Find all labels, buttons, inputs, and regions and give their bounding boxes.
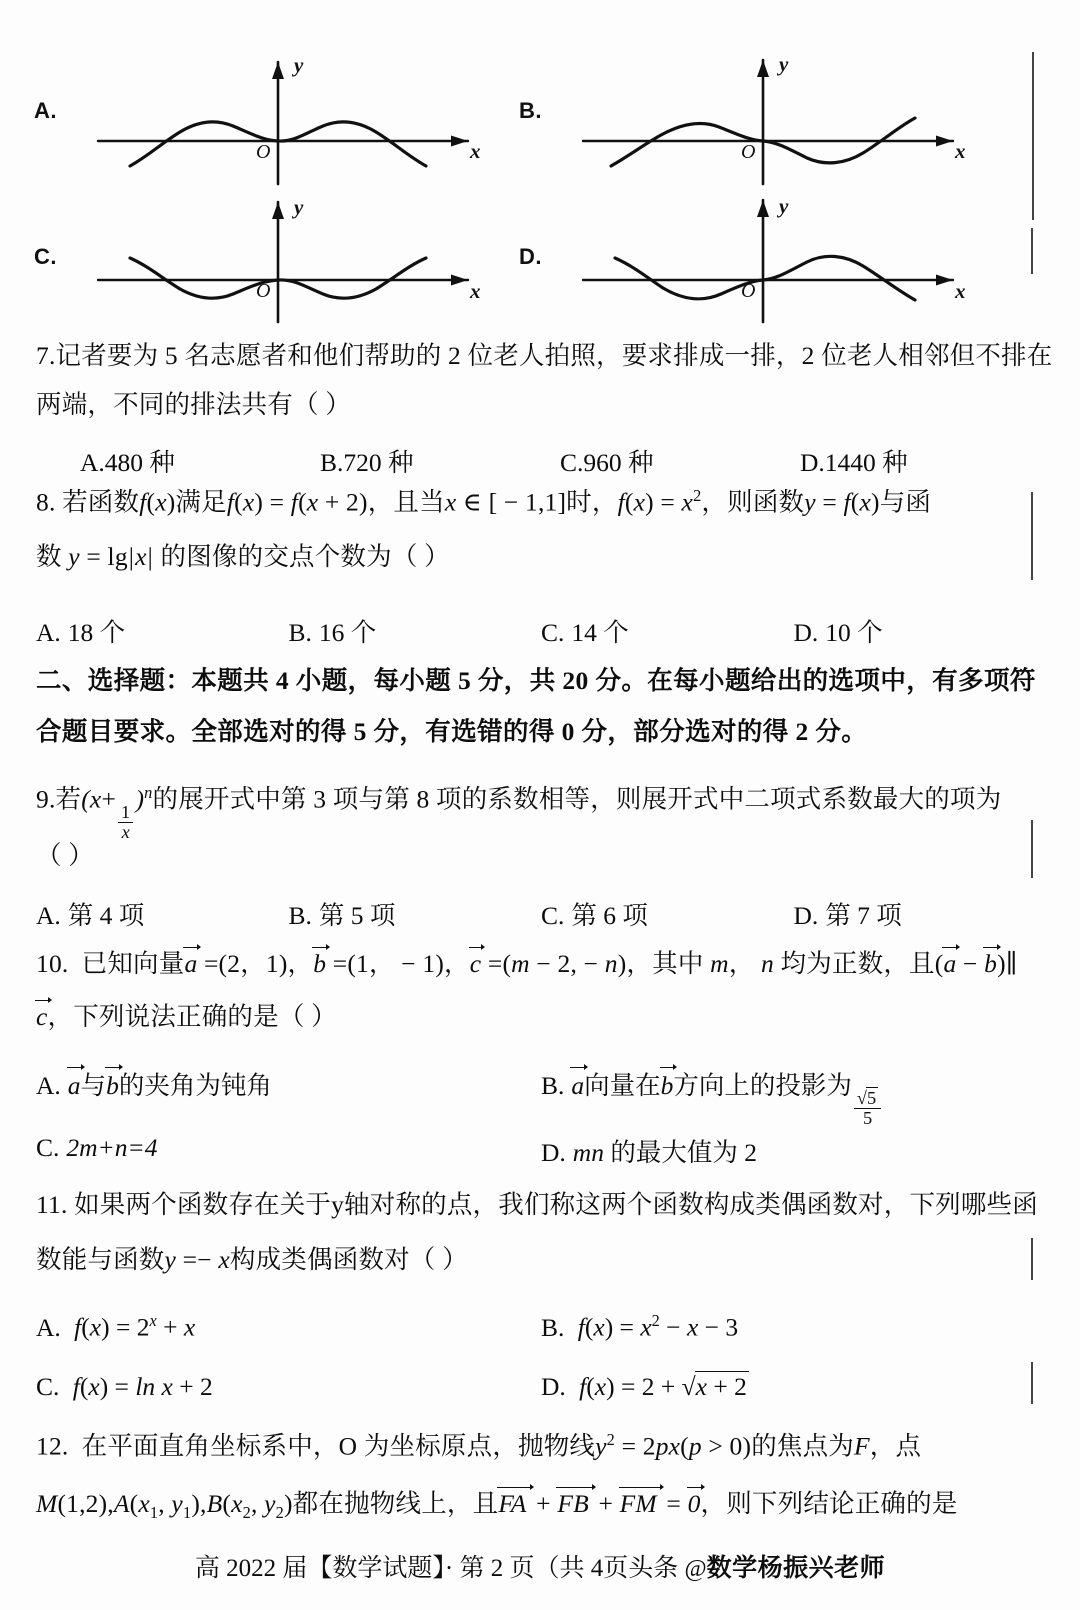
graph-option-c-origin-label: O: [256, 280, 271, 302]
question-10-option-b-fraction: $\frac{√5}{5}$: [854, 1089, 881, 1129]
graph-options-row-2: [0, 192, 1080, 337]
graph-option-b-plot: [555, 46, 995, 191]
footer-tail: 页（共 4页头条: [509, 1555, 679, 1582]
question-9-option-b[interactable]: [289, 896, 542, 932]
question-8-text-line-2: 数 y = lg|x| 的图像的交点个数为（ ）: [36, 542, 450, 571]
section-2-heading-line-2: [36, 719, 1036, 745]
question-8-text-line-1: 8. 若函数f(x)满足f(x) = f(x + 2)，且当x ∈ [ − 1,1]时，$f(x) = x^2$，则函数y = f(x)与函: [36, 486, 932, 517]
question-11-line-1: [36, 1192, 1036, 1218]
scan-artifact-mark-5: [1031, 1238, 1033, 1280]
graph-options-row-1: [0, 46, 1080, 191]
graph-option-d-x-label: x: [955, 279, 966, 303]
graph-option-a-plot: [70, 46, 510, 191]
question-8-line-1: [36, 488, 1036, 515]
graph-option-a: [30, 46, 520, 191]
question-9-paren: （ ）: [36, 841, 94, 870]
question-10-option-c-label: C.: [36, 1133, 60, 1162]
scan-artifact-mark-3: [1031, 492, 1033, 580]
scan-artifact-mark-6: [1031, 1362, 1033, 1404]
question-7-text-line-1: 7.记者要为 5 名志愿者和他们帮助的 2 位老人拍照，要求排成一排，2 位老人相邻但不排在: [36, 341, 1053, 370]
graph-option-b-letter: B.: [519, 98, 542, 123]
graph-option-c-plot: [70, 192, 510, 337]
question-8-option-c[interactable]: [541, 613, 794, 649]
question-8-option-a-label: A.: [36, 618, 61, 647]
question-9-option-b-text: 第 5 项: [318, 901, 396, 930]
question-11-text-line-1: 11. 如果两个函数存在关于y轴对称的点，我们称这两个函数构成类偶函数对，下列哪些函: [36, 1190, 1038, 1219]
graph-option-a-origin-label: O: [256, 141, 271, 163]
question-7-option-b[interactable]: B.720 种: [320, 448, 414, 477]
question-10-line-2: [36, 1003, 1036, 1030]
question-11-text-line-2-post: 构成类偶函数对（ ）: [229, 1245, 468, 1274]
graph-option-b-origin-label: O: [741, 141, 756, 163]
question-11-option-b[interactable]: B. $f(x) = x^2 - x - 3$: [541, 1311, 739, 1342]
question-10-options-row-1: [36, 1066, 1046, 1129]
question-10-option-c[interactable]: [36, 1133, 541, 1169]
watermark-at-icon: @: [684, 1556, 707, 1582]
question-10-option-a-text-pre: 与: [80, 1071, 107, 1100]
question-7-option-c[interactable]: C.960 种: [560, 448, 654, 477]
question-10-text-line-2: c，下列说法正确的是（ ）: [36, 1002, 337, 1031]
graph-option-a-y-label: y: [294, 53, 304, 77]
question-9-option-c[interactable]: [541, 896, 794, 932]
scan-artifact-mark-2: [1031, 228, 1033, 274]
graph-option-d-y-label: y: [779, 194, 789, 218]
question-10-option-b-text-pre: 向量在: [584, 1071, 661, 1100]
question-8-option-c-label: C.: [541, 618, 565, 647]
question-8-option-b[interactable]: [289, 613, 542, 649]
question-9-options: [36, 896, 1046, 932]
question-9-option-d-text: 第 7 项: [825, 901, 902, 930]
watermark-text: 数学杨振兴老师: [706, 1555, 886, 1582]
question-7-text-line-2: 两端，不同的排法共有（ ）: [36, 390, 351, 419]
question-10-option-b-text-post: 方向上的投影为: [673, 1071, 852, 1100]
question-10-option-b-label: B.: [541, 1071, 565, 1100]
section-2-text-line-1: 二、选择题：本题共 4 小题，每小题 5 分，共 20 分。在每小题给出的选项中，有多项符: [36, 666, 1036, 695]
question-9-option-c-text: 第 6 项: [571, 901, 648, 930]
question-8-option-a-text: 18 个: [67, 618, 126, 647]
question-10-option-d-text-post: 的最大值为 2: [603, 1138, 757, 1167]
question-9-option-a-label: A.: [36, 901, 61, 930]
graph-option-c: [30, 192, 520, 337]
question-11-text-line-2: 数能与函数y =− x构成类偶函数对（ ）: [36, 1245, 468, 1274]
graph-option-a-x-label: x: [470, 139, 481, 163]
page-footer: [0, 1548, 1080, 1584]
footer-page-number: 2: [490, 1555, 504, 1582]
question-11-option-c[interactable]: C. f(x) = ln x + 2: [36, 1372, 213, 1401]
question-7-line-2: [36, 392, 1036, 418]
question-11-text-line-2-pre: 数能与函数: [36, 1245, 165, 1274]
footer-label: 高 2022 届【数学试题】· 第: [194, 1555, 485, 1582]
question-9-line-1: [36, 785, 1036, 842]
section-2-text-line-2: 合题目要求。全部选对的得 5 分，有选错的得 0 分，部分选对的得 2 分。: [36, 717, 868, 746]
question-8-option-b-label: B.: [288, 618, 312, 647]
question-10-option-d-text-pre: mn: [572, 1138, 604, 1167]
question-7-option-d[interactable]: D.1440 种: [800, 448, 908, 477]
graph-option-c-y-label: y: [294, 195, 304, 219]
question-8-option-d-text: 10 个: [825, 618, 883, 647]
question-12-line-2: [36, 1490, 1036, 1521]
question-10-option-d-label: D.: [541, 1138, 566, 1167]
question-9-option-c-label: C.: [541, 901, 565, 930]
question-10-option-c-text: 2m+n=4: [66, 1133, 158, 1162]
question-10-option-a[interactable]: A. a与b的夹角为钝角: [36, 1071, 272, 1100]
graph-option-b-x-label: x: [955, 139, 966, 163]
question-12-text-line-1: 12. 在平面直角坐标系中，O 为坐标原点，抛物线$y^2 = 2px(p > 0)$的焦点为F，点: [36, 1430, 922, 1461]
question-12-line-1: [36, 1432, 1036, 1459]
question-8-option-a[interactable]: [36, 613, 289, 649]
question-9-line-2: [36, 843, 1036, 869]
question-12-text-line-2: $M(1,2),A(x_1$, $y_1),B(x_2$, $y_2$)都在抛物线上，且FA + FB + FM = 0，则下列结论正确的是: [36, 1489, 958, 1523]
question-9-option-b-label: B.: [288, 901, 312, 930]
graph-option-c-letter: C.: [34, 244, 57, 269]
graph-option-d-letter: D.: [519, 244, 542, 269]
question-7-line-1: [36, 341, 1053, 370]
question-10-option-b[interactable]: B. a向量在b方向上的投影为 $\frac{√5}{5}$: [541, 1066, 1046, 1129]
question-11-line-2: [36, 1247, 1036, 1273]
question-10-option-d[interactable]: [541, 1133, 1046, 1169]
graph-option-d-plot: [555, 192, 995, 337]
graph-option-a-letter: A.: [34, 98, 57, 123]
question-8-option-c-text: 14 个: [571, 618, 629, 647]
question-9-option-a-text: 第 4 项: [67, 901, 145, 930]
question-9-option-a[interactable]: [36, 896, 289, 932]
question-8-option-d-label: D.: [793, 618, 819, 647]
question-11-option-a[interactable]: A. $f(x) = 2^x + x$: [36, 1311, 196, 1342]
scan-artifact-mark-1: [1032, 52, 1034, 220]
question-9-option-d[interactable]: [794, 896, 1047, 932]
question-9-text-line-1: 9.若(x+ $\frac{1}{x}$ )$^n$的展开式中第 3 项与第 8 项的系数相等，则展开式中二项式系数最大的项为: [36, 783, 1002, 842]
question-10-options-row-2: [36, 1133, 1046, 1169]
question-8-option-b-text: 16 个: [318, 618, 377, 647]
question-7-options: [80, 443, 1040, 479]
question-11-option-d[interactable]: D. f(x) = 2 + √x + 2: [541, 1372, 747, 1401]
question-8-options: [36, 613, 1046, 649]
graph-option-b: [515, 46, 1005, 191]
question-9-option-d-label: D.: [793, 901, 819, 930]
question-8-option-d[interactable]: [794, 613, 1047, 649]
question-10-option-a-label: A.: [36, 1071, 61, 1100]
question-11-options-row-2: [36, 1372, 1046, 1402]
question-7-option-a[interactable]: A.480 种: [80, 448, 175, 477]
section-2-heading-line-1: [36, 668, 1036, 694]
question-8-line-2: [36, 544, 1036, 570]
question-10-text-line-1: 10. 已知向量a =(2，1)，b =(1， − 1)，c =(m − 2, − n)，其中 m， n 均为正数，且(a − b)∥: [36, 949, 1018, 978]
question-11-options-row-1: [36, 1311, 1046, 1343]
question-10-line-1: [36, 950, 1036, 977]
graph-option-b-y-label: y: [779, 52, 789, 76]
graph-option-c-x-label: x: [470, 279, 481, 303]
graph-option-d: [515, 192, 1005, 337]
graph-option-d-origin-label: O: [741, 280, 756, 302]
scan-artifact-mark-4: [1031, 820, 1033, 878]
question-10-option-a-text-post: 的夹角为钝角: [118, 1071, 272, 1100]
